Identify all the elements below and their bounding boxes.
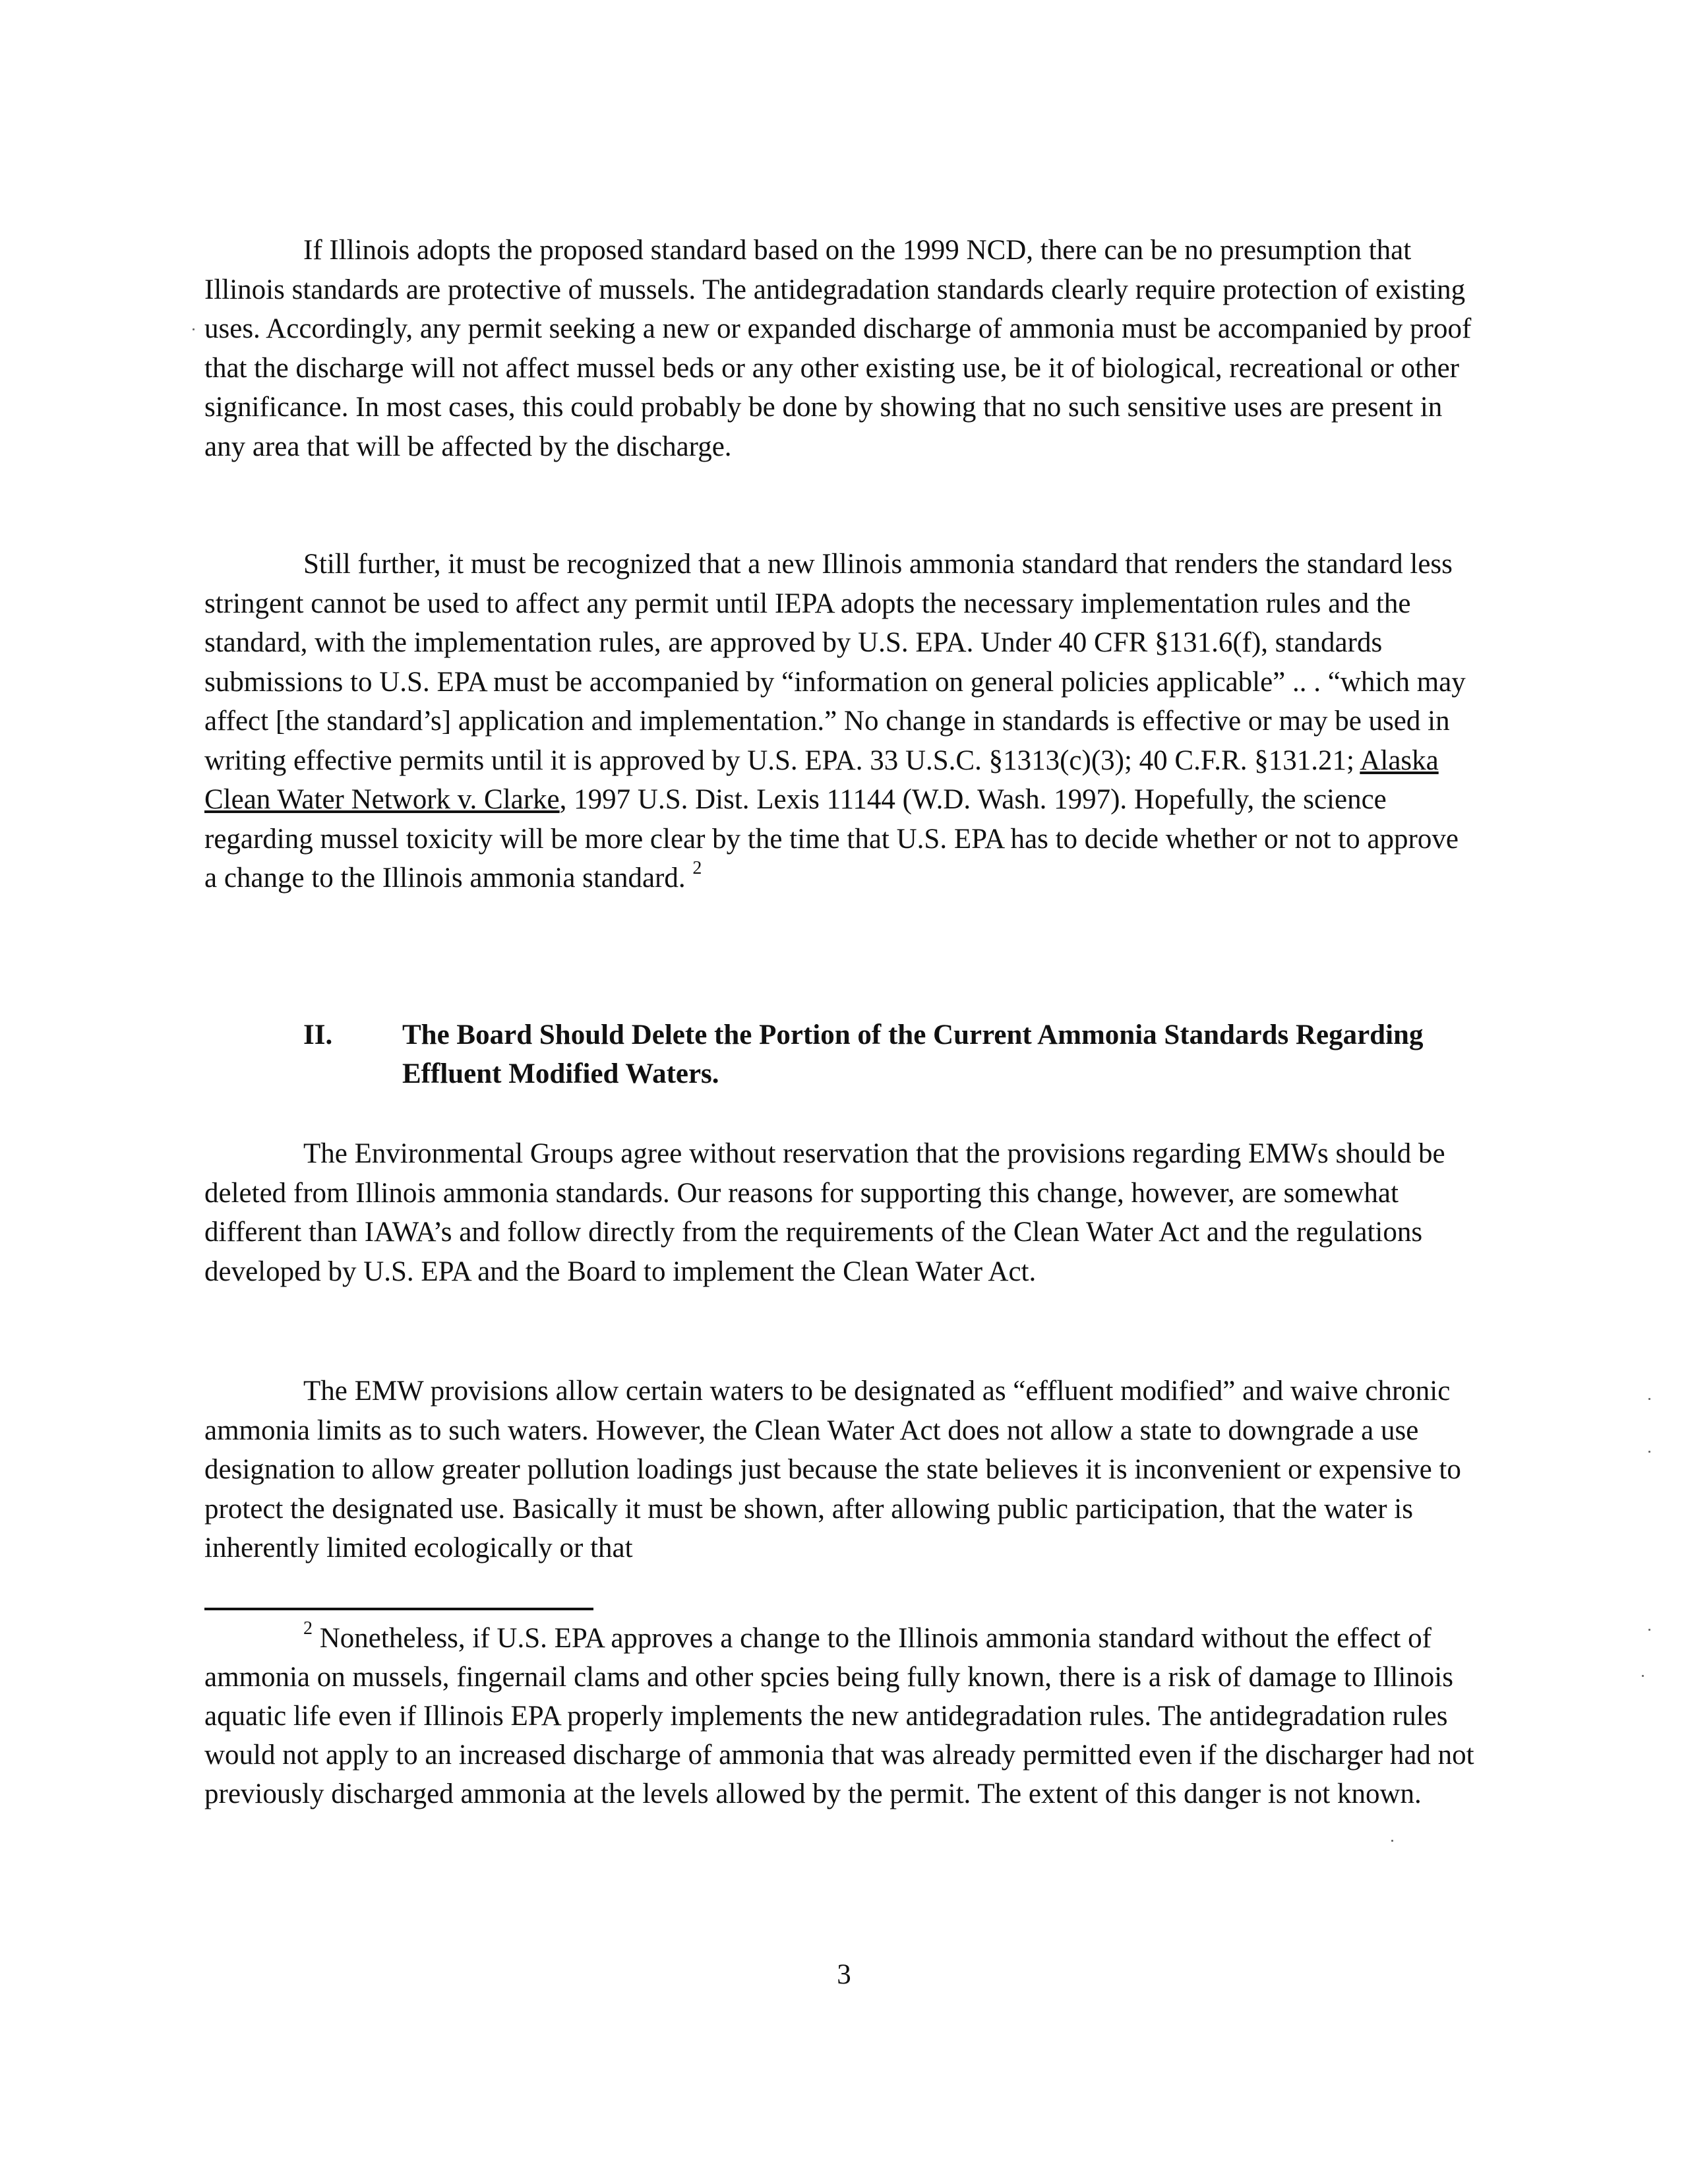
- scan-speck: [1642, 1675, 1644, 1677]
- page-number: 3: [837, 1959, 851, 1990]
- footnote-reference: 2: [692, 858, 702, 878]
- case-citation: Alaska Clean Water Network v. Clarke: [204, 744, 1439, 815]
- footnote-separator: [204, 1608, 593, 1610]
- paragraph-implementation: [204, 545, 1477, 898]
- paragraph-implementation-text: Still further, it must be recognized that a new Illinois ammonia standard that renders the standard less stringent cannot be used to affect any permit until IEPA adopts the necessary implementation rules and the standard, with the implementation rules, are approved by U.S. EPA. Under 40 CFR §131.6(f), standards submissions to U.S. EPA must be accompanied by “information on general policies applicable” .. . “which may affect [the standard’s] application and implementation.” No change in standards is effective or may be used in writing effective permits until it is approved by U.S. EPA. 33 U.S.C. §1313(c)(3); 40 C.F.R. §131.21;: [204, 549, 1466, 776]
- paragraph-presumption: If Illinois adopts the proposed standard based on the 1999 NCD, there can be no presumption that Illinois standards are protective of mussels. The antidegradation standards clearly require protection of existing uses. Accordingly, any permit seeking a new or expanded discharge of ammonia must be accompanied by proof that the discharge will not affect mussel beds or any other existing use, be it of biological, recreational or other significance. In most cases, this could probably be done by showing that no such sensitive uses are present in any area that will be affected by the discharge.: [204, 235, 1472, 462]
- scan-speck: [1648, 1398, 1650, 1400]
- footnote-text: Nonetheless, if U.S. EPA approves a change to the Illinois ammonia standard without the effect of ammonia on mussels, fingernail clams and other spcies being fully known, there is a risk of damage to Illinois aquatic life even if Illinois EPA properly implements the new antidegradation rules. The antidegradation rules would not apply to an increased discharge of ammonia that was already permitted even if the discharger had not previously discharged ammonia at the levels allowed by the permit. The extent of this danger is not known.: [204, 1623, 1474, 1809]
- paragraph-implementation-text-end: , 1997 U.S. Dist. Lexis 11144 (W.D. Wash. 1997). Hopefully, the science regarding mussel toxicity will be more clear by the time that U.S. EPA has to decide whether or not to approve a change to the Illinois ammonia standard.: [204, 784, 1459, 894]
- section-number: II.: [303, 1019, 333, 1050]
- footnote-marker: 2: [303, 1618, 313, 1639]
- paragraph-emw-deletion: The Environmental Groups agree without reservation that the provisions regarding EMWs should be deleted from Illinois ammonia standards. Our reasons for supporting this change, however, are somewhat different than IAWA’s and follow directly from the requirements of the Clean Water Act and the regulations developed by U.S. EPA and the Board to implement the Clean Water Act.: [204, 1138, 1445, 1287]
- section-title: The Board Should Delete the Portion of the Current Ammonia Standards Regarding Effluent Modified Waters.: [402, 1019, 1424, 1089]
- scan-speck: [1648, 1451, 1650, 1453]
- scan-speck: [1648, 1629, 1650, 1631]
- footnote: [204, 1619, 1477, 1813]
- scan-speck: [1391, 1840, 1393, 1842]
- scan-speck: [193, 328, 195, 330]
- paragraph-emw-provisions: The EMW provisions allow certain waters to be designated as “effluent modified” and waive chronic ammonia limits as to such waters. However, the Clean Water Act does not allow a state to downgrade a use designation to allow greater pollution loadings just because the state believes it is inconvenient or expensive to protect the designated use. Basically it must be shown, after allowing public participation, that the water is inherently limited ecologically or that: [204, 1376, 1461, 1563]
